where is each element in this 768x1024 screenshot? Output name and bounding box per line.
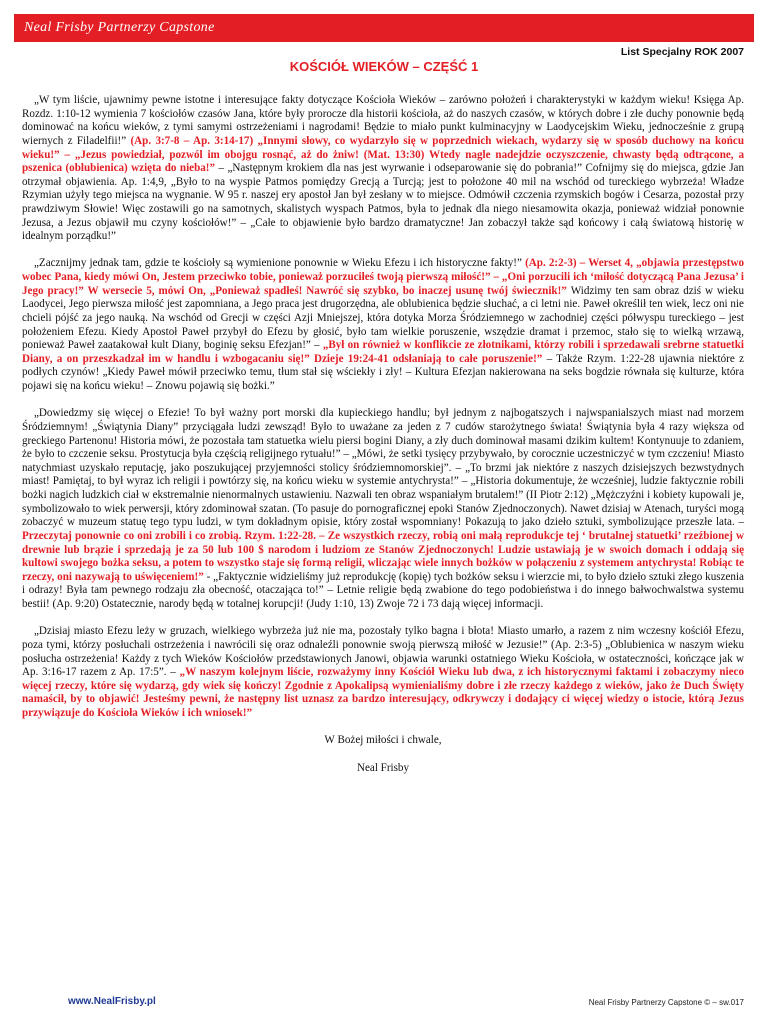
- issue-label: List Specjalny ROK 2007: [620, 46, 744, 58]
- banner-title: Neal Frisby Partnerzy Capstone: [24, 20, 215, 35]
- emphasis-text: (Ap. 3:7-8 – Ap. 3:14-17) „Innymi słowy, co wydarzyło się w poprzednich wiekach, wydarzy się w sposób duchowy na końcu wieku!” – „Jezus powiedział, pozwól im obojgu rosnąć, aż do żniw! (Mat. 13:30) Wtedy nagle nadejdzie oczyszczenie, chwasty będą odtrącone, a pszenica (oblubienica) wzięta do nieba!”: [22, 134, 744, 175]
- closing-line: W Bożej miłości i chwale,: [324, 734, 442, 747]
- signature: Neal Frisby: [356, 761, 410, 774]
- paragraph: [22, 407, 744, 611]
- text-run: „W tym liście, ujawnimy pewne istotne i interesujące fakty dotyczące Kościoła Wieków – zarówno położeń i charakterystyki w każdym wieku! Księga Ap. Rozdz. 1:10-12 wymienia 7 kościołów czasów Jana, które były prorocze dla historii kościoła, aż do naszych czasów, w których dobre i złe duchy ponownie będą dominować na końcu wieków, z tymi samymi ostrzeżeniami i nagrodami! Będzie to miało punkt kulminacyjny w Laodycejskim Wieku, jednocześnie z grupą wiernych z Filadelfii!”: [22, 94, 744, 147]
- paragraph: [22, 94, 744, 244]
- footer-copyright: Neal Frisby Partnerzy Capstone © – sw.017: [588, 998, 744, 1007]
- emphasis-text: „Był on również w konflikcie ze złotnikami, którzy robili i sprzedawali srebrne statuetki Diany, a on przeszkadzał im w handlu i wzbogacaniu się!” Dzieje 19:24-41 odsłaniają to całe poruszenie!”: [22, 339, 744, 365]
- letter-body: [22, 94, 744, 789]
- emphasis-text: Przeczytaj ponownie co oni zrobili i co zrobią. Rzym. 1:22-28. – Ze wszystkich rzeczy, robią oni małą reprodukcje tej ‘ brutalnej statuetki’ rzeźbionej w drewnie lub brązie i sprzedają je za 50 lub 100 $ narodom i ludziom ze Stanów Zjednoczonych! Ludzie ustawiają je w swoich domach i oddają się kultowi swojego bożka seksu, a potem to wszystko staje się formą religii, wliczając wiele innych bożków w połączeniu z systemem antychrysta! Robiąc te rzeczy, oni nazywają to uświęceniem!”: [22, 529, 744, 583]
- emphasis-text: (Ap. 2:2-3) – Werset 4, „objawia przestępstwo wobec Pana, kiedy mówi On, Jestem przeciwko tobie, ponieważ porzuciłeś twoją pierwszą miłość!” – „Oni porzucili ich ‘miłość dotyczącą Pana Jezusa’ i Jego pracy!” W wersecie 5, mówi On, „Ponieważ spadłeś! Nawróć się szybko, bo inaczej usunę twój świecznik!”: [22, 257, 745, 297]
- text-run: - „Faktycznie widzieliśmy już reprodukcję (kopię) tych bożków seksu i wierzcie mi, to było dzieło sztuki złego kuszenia i odrazy! Była tam pewnego rodzaju zła obecność, otaczająca to!” – Letnie religie będą zwabione do tego podobieństwa i do innego bałwochwalstwa systemu bestii! (Ap. 9:20) Ostatecznie, narody będą w totalnej korupcji! (Judy 1:10, 13) Zwoje 72 i 73 dają więcej informacji.: [22, 570, 744, 611]
- website-link[interactable]: www.NealFrisby.pl: [68, 996, 156, 1007]
- paragraph: [22, 625, 744, 720]
- page-title: KOŚCIÓŁ WIEKÓW – CZĘŚĆ 1: [289, 59, 479, 74]
- text-run: – Także Rzym. 1:22-28 ujawnia niektóre z podłych czynów! „Kiedy Paweł mówił przeciwko temu, tłum stał się wściekły i zły! – Kultura Efezjan nakierowana na seks bogdzie równała się kulturze, która pojawi się na końcu wieku! – Znowu pojawią się bożki.”: [22, 352, 744, 393]
- text-run: – „Następnym krokiem dla nas jest wyrwanie i odseparowanie się do pobrania!” Cofnijmy się do miejsca, gdzie Jan otrzymał objawienia. Ap. 1:4,9, „Było to na wyspie Patmos pomiędzy Grecją a Turcją; jest to położone 40 mil na wschód od tureckiego wybrzeża! Władze Rzymian użyły tego miejsca na wygnanie. W 95 r. naszej ery apostoł Jan był zesłany w to miejsce. Odmówił czczenia rzymskich bogów i Cesarza, pozostał przy prawdziwym Słowie! Więc zostawili go na samotnych, skalistych wyspach Patmos, była to jednak dla niego niesamowita okazja, ponieważ widział ponownie Jezusa, a Jezus objawił mu czyny kościołów!” – „Całe to objawienie było bardzo dramatyczne! Jan zobaczył także sąd końcowy i całą światową historię w idealnym porządku!”: [22, 162, 744, 243]
- text-run: Widzimy ten sam obraz dziś w wieku Laodycei, Jego pierwsza miłość jest zapomniana, a Jego praca jest drugorzędna, ale oblubienica będzie słuchać, a ci letni nie. Paweł określił ten wiek, lecz oni nie chcieli pójść za jego nauką. Na wschód od Grecji w części Azji Mniejszej, która dotyka Morza Śródziemnego w zachodniej części półwyspu tureckiego – jest położeniem Efezu. Kiedy Apostoł Paweł przybył do Efezu by głosić, było tam wielkie poruszenie, wszędzie dramat i przemoc, stało się to wielką wrzawą, ponieważ Paweł zaatakował kult Diany, boginię seksu Efezjan!” –: [22, 284, 745, 352]
- header-banner: [14, 14, 754, 42]
- emphasis-text: „W naszym kolejnym liście, rozważymy inny Kościół Wieku lub dwa, z ich historycznymi faktami i zobaczymy nieco więcej rzeczy, które się wydarzą, gdy wiek się kończy! Zgodnie z Apokalipsą wymienialiśmy dobre i złe rzeczy każdego z wieków, jako że Duch Święty namaścił, by to objawić! Jesteśmy pewni, że następny list uznasz za bardzo interesujący, odkrywczy i dodający ci więcej wiedzy o istocie, którą Jezus przywiązuje do Kościoła Wieków i ich wniosek!”: [22, 666, 744, 720]
- text-run: „Dzisiaj miasto Efezu leży w gruzach, wielkiego wybrzeża już nie ma, pozostały tylko bagna i błota! Miasto umarło, a razem z nim wczesny kościół Efezu, poza tymi, którzy posłuchali ostrzeżenia i nawrócili się oraz odnaleźli ponownie swoją pierwszą miłość w Jezusie!” (Ap. 2:3-5) „Oblubienica w naszym wieku posłucha ostrzeżenia! Każdy z tych Wieków Kościołów przedstawionych Janowi, objawia warunki ostatniego Wieku Kościoła, w ostateczności, kończące jak w Ap. 3:16-17 razem z Ap. 17:5”. –: [22, 625, 744, 679]
- paragraph: [22, 257, 744, 393]
- text-run: „Zacznijmy jednak tam, gdzie te kościoły są wymienione ponownie w Wieku Efezu i ich historyczne fakty!”: [34, 257, 526, 270]
- text-run: „Dowiedzmy się więcej o Efezie! To był ważny port morski dla kupieckiego handlu; był jednym z najbogatszych i najwspanialszych miast nad morzem Śródziemnym! „Świątynia Diany” przyciągała ludzi zewsząd! Było to uważane za jeden z 7 cudów starożytnego świata! Świątynia była 4 razy większa od greckiego Partenonu! Historia mówi, że pozostała tam statuetka wielu piersi bogini Diany, a zły duch dominował masami dzikim kultem! Kontynuuje to zdaniem, że było to czczenie seksu. Prostytucja była częścią religijnego rytuału!” – „Mówi, że setki tysięcy przybywało, by corocznie uczestniczyć w tym czczeniu! Miasto natychmiast uzyskało reputację, jako poszukującej przyjemności stolicy śródziemnomorskiej”. – „To brzmi jak niektóre z naszych dzisiejszych bezwstydnych miast! Pamiętaj, to był wyraz ich religii i powtórzy się, na końcu wieku w systemie antychrysta!” – „Historia dokumentuje, że wcześniej, ludzie faktycznie robili bożki nagich ludzkich ciał w ekstremalnie nienormalnych ustawieniu. Nazwali ten obraz wspaniałym brutalem!” (II Piotr 2:12) „Mężczyźni i kobiety kupowali je, symbolizowało to wiek perwersji, który zdominował szatan. (To pasuje do pornograficznej epoki Stanów Zjednoczonych). Nawet dzisiaj w Atenach, turyści mogą zobaczyć w muzeum statuę tego typu ludzi, w tym dokładnym opisie, który został wspomniany! Pokazują to jako dzieło sztuki, symbolizujące przeszłe lata. –: [22, 407, 744, 529]
